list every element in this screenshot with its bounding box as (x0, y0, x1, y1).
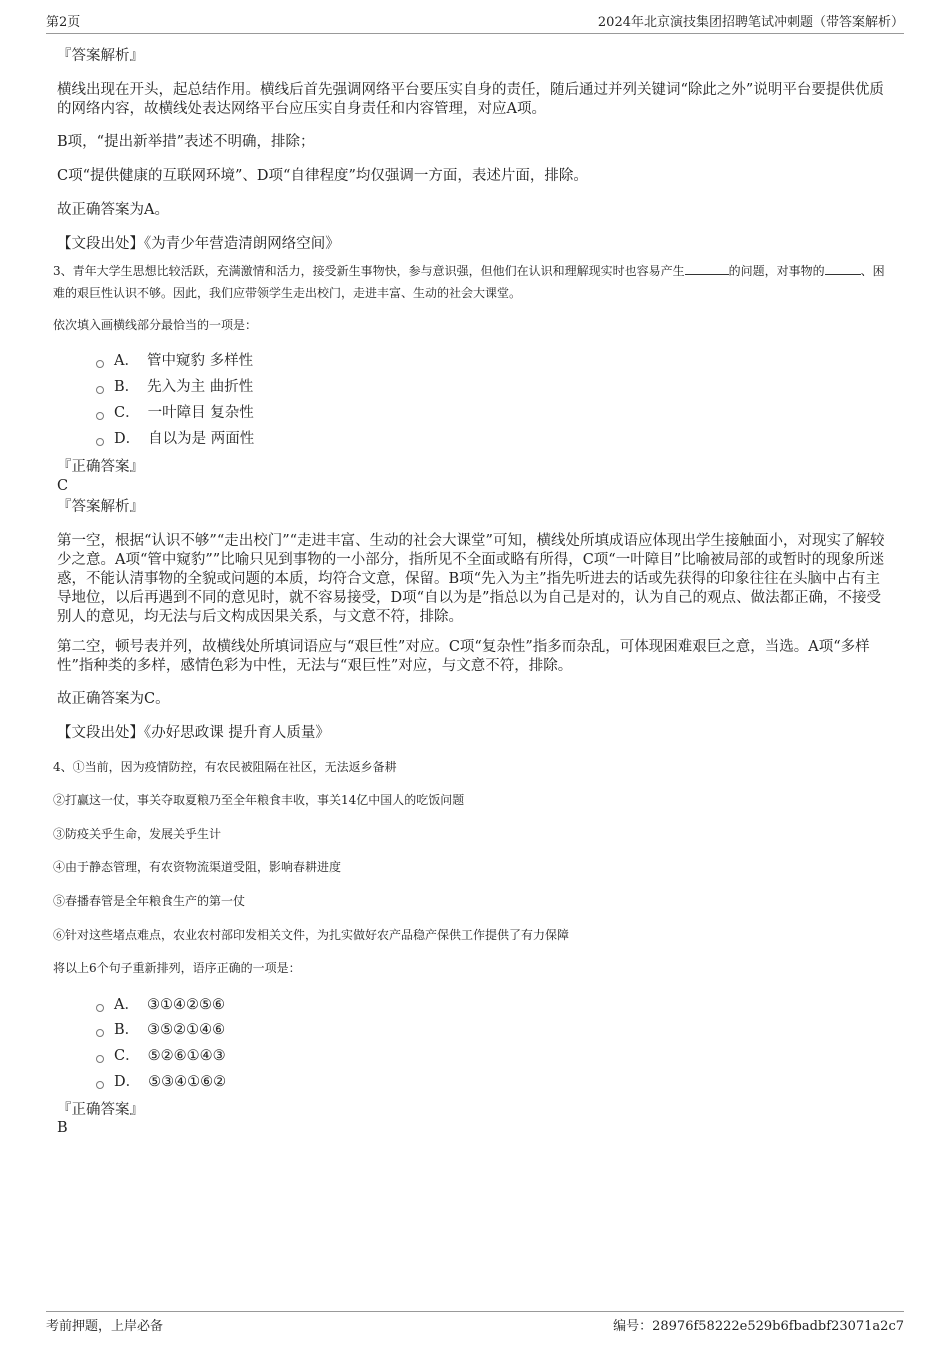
page-footer (46, 1311, 904, 1334)
document-title: 2024年北京演技集团招聘笔试冲刺题（带答案解析） (597, 15, 904, 30)
page-header (46, 11, 904, 34)
q3-conclusion: 故正确答案为C。 (57, 691, 170, 707)
q3-stem: 3、青年大学生思想比较活跃，充满激情和活力，接受新生事物快，参与意识强，但他们在认识和理解现实时也容易产生 的问题，对事物的 、困难的艰巨性认识不够。因此，我们应带领学生走出校门，走进丰富、生动的社会大课堂。 (53, 260, 893, 304)
q3-answer-heading: 『正确答案』 (57, 459, 144, 475)
q3-blank-2 (825, 261, 861, 275)
page-number: 第2页 (46, 15, 81, 30)
q4-answer-heading: 『正确答案』 (57, 1102, 144, 1118)
q3-answer: C (57, 478, 69, 494)
q3-option-a[interactable]: A． 管中窥豹 多样性 (96, 351, 253, 371)
q4-option-d[interactable]: D． ⑤③④①⑥② (96, 1072, 226, 1092)
q3-option-b[interactable]: B． 先入为主 曲折性 (96, 377, 253, 397)
q2-analysis-para2: B项，“提出新举措”表述不明确，排除； (57, 134, 315, 150)
q2-source: 【文段出处】《为青少年营造清朗网络空间》 (57, 236, 340, 252)
q3-option-c[interactable]: C． 一叶障目 复杂性 (96, 403, 254, 423)
q2-conclusion: 故正确答案为A。 (57, 202, 169, 218)
q3-analysis-para1: 第一空，根据“认识不够”“走出校门”“走进丰富、生动的社会大课堂”可知，横线处所填成语应体现出学生接触面小，对现实了解较少之意。A项“管中窥豹””比喻只见到事物的一小部分，指所见不全面或略有所得，C项“一叶障目”比喻被局部的或暂时的现象所迷惑，不能认清事物的全貌或问题的本质，均符合文意，保留。B项“先入为主”指先听进去的话或先获得的印象往往在头脑中占有主导地位，以后再遇到不同的意见时，就不容易接受，D项“自以为是”指总以为自己是对的，认为自己的观点、做法都正确，不接受别人的意见，均无法与后文构成因果关系，与文意不符，排除。 (57, 533, 885, 625)
q4-sentence-2: ②打赢这一仗，事关夺取夏粮乃至全年粮食丰收，事关14亿中国人的吃饭问题 (53, 793, 465, 807)
q4-option-c[interactable]: C． ⑤②⑥①④③ (96, 1046, 226, 1066)
footer-slogan: 考前押题，上岸必备 (46, 1319, 164, 1334)
radio-icon[interactable] (96, 1004, 104, 1012)
q4-option-a[interactable]: A． ③①④②⑤⑥ (96, 995, 225, 1015)
q3-analysis-heading: 『答案解析』 (57, 499, 144, 515)
q4-option-b[interactable]: B． ③⑤②①④⑥ (96, 1020, 225, 1040)
q2-analysis-para1: 横线出现在开头，起总结作用。横线后首先强调网络平台要压实自身的责任，随后通过并列关键词“除此之外”说明平台要提供优质的网络内容，故横线处表达网络平台应压实自身责任和内容管理，对应A项。 (57, 82, 884, 117)
q4-sentence-4: ④由于静态管理，有农资物流渠道受阻，影响春耕进度 (53, 860, 342, 874)
radio-icon[interactable] (96, 360, 104, 368)
radio-icon[interactable] (96, 1055, 104, 1063)
q2-analysis-para3: C项“提供健康的互联网环境”、D项“自律程度”均仅强调一方面，表述片面，排除。 (57, 168, 588, 184)
radio-icon[interactable] (96, 386, 104, 394)
radio-icon[interactable] (96, 1081, 104, 1089)
q3-blank-1 (685, 261, 729, 275)
radio-icon[interactable] (96, 412, 104, 420)
footer-code: 编号：28976f58222e529b6fbadbf23071a2c7 (613, 1319, 904, 1334)
q4-sentence-3: ③防疫关乎生命，发展关乎生计 (53, 827, 222, 841)
q3-source: 【文段出处】《办好思政课 提升育人质量》 (57, 725, 330, 741)
radio-icon[interactable] (96, 1029, 104, 1037)
q2-analysis-heading: 『答案解析』 (57, 48, 144, 64)
q4-answer: B (57, 1120, 68, 1136)
q4-sentence-6: ⑥针对这些堵点难点，农业农村部印发相关文件，为扎实做好农产品稳产保供工作提供了有力保障 (53, 928, 570, 942)
q3-option-d[interactable]: D． 自以为是 两面性 (96, 429, 254, 449)
q4-sentence-1: 4、①当前，因为疫情防控，有农民被阻隔在社区，无法返乡备耕 (53, 760, 397, 774)
q3-analysis-para2: 第二空，顿号表并列，故横线处所填词语应与“艰巨性”对应。C项“复杂性”指多而杂乱，可体现困难艰巨之意，当选。A项“多样性”指种类的多样，感情色彩为中性，无法与“艰巨性”对应，与文意不符，排除。 (57, 639, 870, 674)
q3-prompt: 依次填入画横线部分最恰当的一项是： (53, 318, 258, 332)
q4-sentence-5: ⑤春播春管是全年粮食生产的第一仗 (53, 894, 246, 908)
radio-icon[interactable] (96, 438, 104, 446)
q4-prompt: 将以上6个句子重新排列，语序正确的一项是： (53, 961, 301, 975)
